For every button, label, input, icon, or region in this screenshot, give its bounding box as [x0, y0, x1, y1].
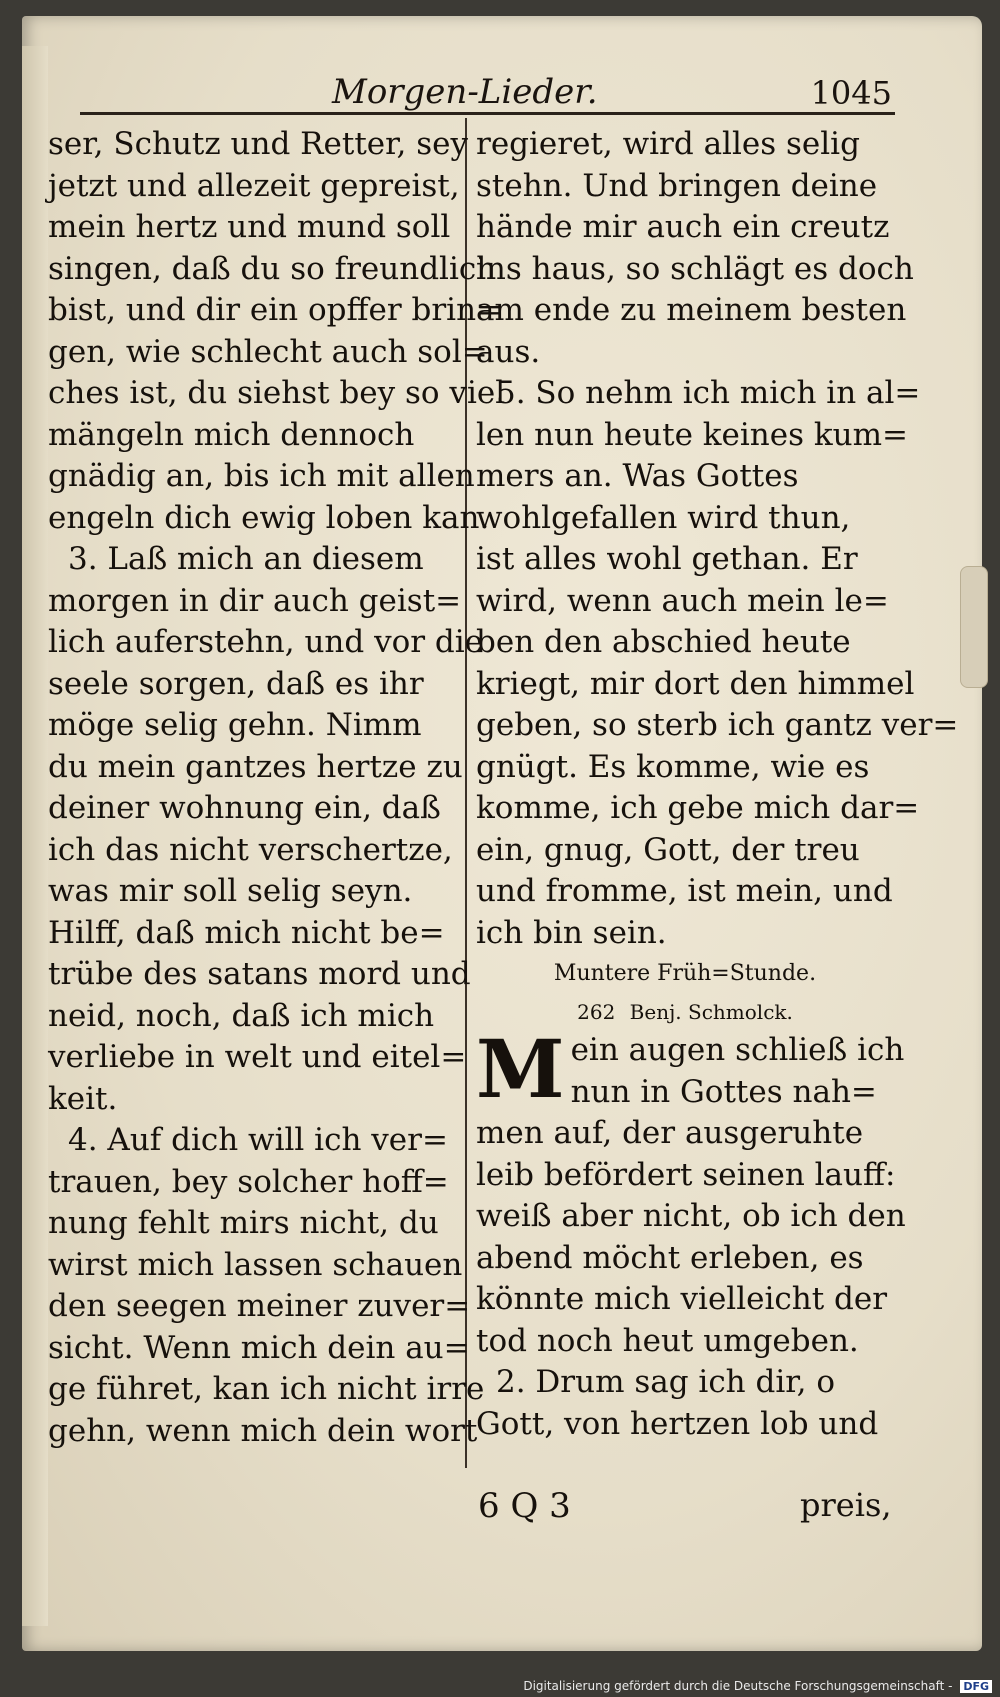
running-title: Morgen-Lieder. — [332, 72, 598, 112]
text-line: möge selig gehn. Nimm — [48, 707, 422, 743]
text-line: 3. Laß mich an diesem — [68, 541, 424, 577]
text-line: weiß aber nicht, ob ich den — [476, 1198, 906, 1234]
text-line: singen, daß du so freundlich — [48, 250, 497, 287]
text-line: lich auferstehn, und vor die — [48, 624, 484, 660]
drop-cap: M — [476, 1022, 565, 1116]
hymn-number: 262 — [577, 1000, 616, 1024]
page-header — [82, 60, 892, 110]
text-line: sicht. Wenn mich dein au= — [48, 1329, 470, 1366]
text-line: wohlgefallen wird thun, — [476, 499, 851, 536]
text-line: hände mir auch ein creutz — [476, 209, 890, 245]
text-line: wirst mich lassen schauen — [48, 1246, 463, 1283]
credit-text: Digitalisierung gefördert durch die Deutsche Forschungsgemeinschaft - — [523, 1679, 953, 1693]
text-line: verliebe in welt und eitel= — [48, 1039, 467, 1075]
text-line: 4. Auf dich will ich ver= — [68, 1122, 448, 1158]
text-line: stehn. Und bringen deine — [476, 167, 878, 204]
text-line: nung fehlt mirs nicht, du — [48, 1205, 439, 1241]
text-line: am ende zu meinem besten — [476, 292, 907, 328]
text-line: morgen in dir auch geist= — [48, 582, 462, 619]
text-line: was mir soll selig seyn. — [48, 873, 413, 909]
text-line: gen, wie schlecht auch sol= — [48, 333, 488, 370]
text-line: trübe des satans mord und — [48, 956, 471, 992]
signature-mark: 6 Q 3 — [478, 1486, 571, 1526]
text-line: wird, wenn auch mein le= — [476, 582, 889, 619]
header-rule — [80, 112, 895, 115]
right-column — [476, 124, 959, 1445]
digitization-credit — [523, 1679, 992, 1693]
text-line: ich bin sein. — [476, 914, 667, 951]
text-line: ser, Schutz und Retter, sey — [48, 126, 469, 162]
text-line: len nun heute keines kum= — [476, 416, 909, 453]
text-line: kriegt, mir dort den himmel — [476, 665, 915, 702]
text-line: mein hertz und mund soll — [48, 209, 451, 245]
text-line: deiner wohnung ein, daß — [48, 790, 441, 826]
page-number: 1045 — [810, 74, 892, 112]
text-line: bist, und dir ein opffer brin= — [48, 292, 503, 328]
text-line: und fromme, ist mein, und — [476, 873, 893, 909]
right-column-text — [476, 124, 959, 954]
text-line: aus. — [476, 333, 541, 370]
text-line: 5. So nehm ich mich in al= — [496, 375, 921, 411]
hymn-author: Benj. Schmolck. — [629, 1000, 793, 1024]
hymn-opening — [476, 1022, 905, 1116]
text-line: trauen, bey solcher hoff= — [48, 1163, 449, 1200]
text-line: Hilff, daß mich nicht be= — [48, 914, 445, 951]
text-line: den seegen meiner zuver= — [48, 1288, 471, 1324]
text-line: nun in Gottes nah= — [570, 1073, 877, 1110]
text-line: ins haus, so schlägt es doch — [476, 250, 914, 287]
text-line: ist alles wohl gethan. Er — [476, 541, 858, 577]
left-column — [48, 124, 506, 1452]
text-line: geben, so sterb ich gantz ver= — [476, 707, 959, 743]
text-line: ich das nicht verschertze, — [48, 831, 453, 868]
text-line: abend möcht erleben, es — [476, 1239, 864, 1276]
text-line: du mein gantzes hertze zu — [48, 748, 463, 785]
text-line: mers an. Was Gottes — [476, 458, 799, 494]
text-line: gehn, wenn mich dein wort — [48, 1412, 478, 1449]
hymn-title: Muntere Früh=Stunde. — [553, 961, 817, 986]
text-line: keit. — [48, 1080, 118, 1117]
text-line: engeln dich ewig loben kan. — [48, 499, 490, 536]
text-line: leib befördert seinen lauff: — [476, 1156, 896, 1193]
text-line: men auf, der ausgeruhte — [476, 1115, 864, 1151]
text-line: seele sorgen, daß es ihr — [48, 665, 424, 702]
adjacent-page-edge — [22, 46, 48, 1626]
text-line: ben den abschied heute — [476, 624, 851, 660]
text-line: komme, ich gebe mich dar= — [476, 790, 920, 826]
text-line: Gott, von hertzen lob und — [476, 1405, 879, 1442]
text-line: neid, noch, daß ich mich — [48, 997, 435, 1034]
text-line: gnädig an, bis ich mit allen — [48, 458, 475, 494]
text-line: gnügt. Es komme, wie es — [476, 748, 870, 785]
catchword: preis, — [800, 1486, 892, 1524]
text-line: regieret, wird alles selig — [476, 126, 860, 162]
text-line: ein, gnug, Gott, der treu — [476, 831, 860, 868]
text-line: jetzt und allezeit gepreist, — [48, 167, 460, 204]
text-line: ein augen schließ ich — [570, 1032, 905, 1068]
text-line: könnte mich vielleicht der — [476, 1281, 888, 1317]
text-line: tod noch heut umgeben. — [476, 1322, 859, 1359]
text-line: ge führet, kan ich nicht irre — [48, 1371, 485, 1407]
text-line: ches ist, du siehst bey so viel — [48, 375, 506, 411]
page-tab — [960, 566, 988, 688]
text-line: mängeln mich dennoch — [48, 416, 415, 453]
text-line: 2. Drum sag ich dir, o — [496, 1364, 836, 1400]
hymn-text — [476, 1113, 906, 1445]
dfg-logo: DFG — [960, 1680, 992, 1693]
